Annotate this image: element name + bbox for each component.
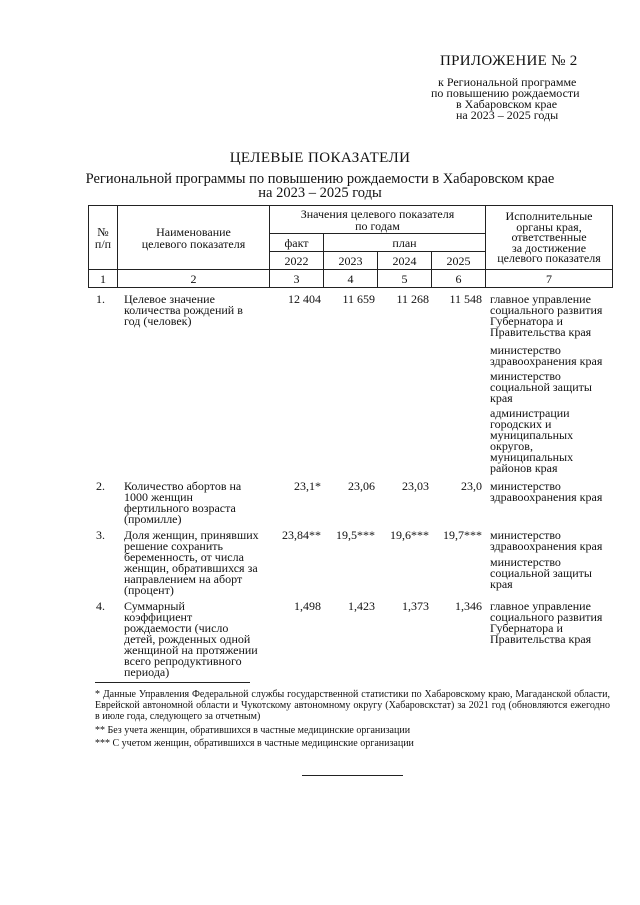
row-3-name-line: Доля женщин, принявших	[124, 528, 259, 542]
row-2-name-line: (промилле)	[124, 512, 182, 526]
executor-line: края	[490, 577, 513, 591]
row-3-name	[124, 530, 259, 596]
indicators-table-header	[88, 205, 613, 288]
row-4-executor-1	[490, 601, 602, 645]
executor-line: министерство	[490, 479, 561, 493]
colnum-3: 3	[270, 270, 324, 288]
row-3-executor-2	[490, 557, 592, 590]
row-2-value-2025: 23,0	[461, 479, 482, 493]
header-name-line-1: Наименование	[156, 224, 231, 239]
row-2-executor-1	[490, 481, 602, 503]
executor-line: министерство	[490, 343, 561, 357]
row-4-name-line: Суммарный	[124, 599, 185, 613]
row-1-name-line: год (человек)	[124, 314, 192, 328]
end-separator	[302, 775, 403, 776]
row-2-name	[124, 481, 241, 525]
header-plan: план	[324, 234, 486, 252]
header-num-line-1: №	[97, 224, 109, 239]
row-4-name-line: всего репродуктивного	[124, 654, 242, 668]
executor-line: округов,	[490, 439, 533, 453]
row-4-name-line: коэффициент	[124, 610, 193, 624]
row-1-executor-4	[490, 408, 573, 474]
row-3-name-line: (процент)	[124, 583, 174, 597]
executor-line: края	[490, 391, 513, 405]
appendix-line-2: по повышению рождаемости	[431, 86, 580, 100]
header-num-line-2: п/п	[94, 236, 112, 251]
row-1-executor-3	[490, 371, 592, 404]
document-title: ЦЕЛЕВЫЕ ПОКАЗАТЕЛИ	[229, 150, 411, 166]
appendix-title: ПРИЛОЖЕНИЕ № 2	[440, 53, 578, 69]
appendix-line-4: на 2023 – 2025 годы	[456, 108, 559, 122]
row-1-name-line: Целевое значение	[124, 292, 215, 306]
footnote-2: ** Без учета женщин, обратившихся в частные медицинские организации	[95, 725, 411, 736]
row-1-name	[124, 294, 243, 327]
executor-line: здравоохранения края	[490, 490, 603, 504]
row-4-name-line: детей, рожденных одной	[124, 632, 251, 646]
executor-line: главное управление	[490, 292, 591, 306]
executor-line: социального развития	[490, 303, 603, 317]
row-1-executor-1	[490, 294, 602, 338]
row-4-value-2024: 1,373	[402, 599, 429, 613]
row-2-number: 2.	[96, 479, 105, 493]
footnote-separator	[95, 682, 250, 683]
row-1-value-2024: 11 268	[396, 292, 429, 306]
executor-line: Губернатора и	[490, 621, 563, 635]
header-num	[89, 206, 118, 270]
executor-line: министерство	[490, 555, 561, 569]
row-1-number: 1.	[96, 292, 105, 306]
colnum-2: 2	[118, 270, 270, 288]
executor-line: Губернатора и	[490, 314, 563, 328]
document-subtitle-line-2: на 2023 – 2025 годы	[258, 185, 382, 201]
row-2-name-line: фертильного возраста	[124, 501, 236, 515]
footnote-3: *** С учетом женщин, обратившихся в частные медицинские организации	[95, 738, 414, 749]
row-3-value-2024: 19,6***	[390, 528, 429, 542]
appendix-line-3: в Хабаровском крае	[456, 97, 558, 111]
executor-line: министерство	[490, 369, 561, 383]
header-values	[270, 206, 486, 234]
header-values-line-1: Значения целевого показателя	[300, 206, 455, 221]
executor-line: городских и	[490, 417, 552, 431]
appendix-line-1: к Региональной программе	[438, 75, 577, 89]
colnum-7: 7	[486, 270, 613, 288]
header-year-2024: 2024	[378, 252, 432, 270]
column-numbers-row	[89, 270, 613, 288]
header-year-2023: 2023	[324, 252, 378, 270]
row-3-value-2025: 19,7***	[443, 528, 482, 542]
header-executors	[486, 206, 613, 270]
colnum-4: 4	[324, 270, 378, 288]
row-3-executor-1	[490, 530, 602, 552]
row-3-name-line: беременность, от числа	[124, 550, 244, 564]
header-exec-line-1: Исполнительные	[505, 209, 593, 224]
header-fact: факт	[270, 234, 324, 252]
header-name	[118, 206, 270, 270]
row-3-value-2022: 23,84**	[282, 528, 321, 542]
executor-line: социальной защиты	[490, 566, 592, 580]
row-4-name-line: женщиной на протяжении	[124, 643, 258, 657]
row-4-name	[124, 601, 258, 678]
executor-line: муниципальных	[490, 428, 574, 442]
header-values-line-2: по годам	[355, 218, 400, 233]
row-1-value-2025: 11 548	[449, 292, 482, 306]
row-1-value-2023: 11 659	[342, 292, 375, 306]
row-4-number: 4.	[96, 599, 105, 613]
executor-line: Правительства края	[490, 325, 592, 339]
row-1-name-line: количества рождений в	[124, 303, 243, 317]
header-exec-line-2: органы края,	[516, 219, 582, 234]
executor-line: администрации	[490, 406, 570, 420]
row-3-number: 3.	[96, 528, 105, 542]
header-name-line-2: целевого показателя	[141, 236, 246, 251]
row-4-value-2023: 1,423	[348, 599, 375, 613]
footnote-1: * Данные Управления Федеральной службы государственной статистики по Хабаровскому краю, Магаданской области, Еврейской автономной области и Чукотскому автономному округу (Хабаровскстат) за 2021 год (обновляются ежегодно в июле года, следующего за отчетным)	[95, 689, 610, 722]
executor-line: муниципальных	[490, 450, 574, 464]
row-2-value-2023: 23,06	[348, 479, 375, 493]
executor-line: Правительства края	[490, 632, 592, 646]
row-3-name-line: направлением на аборт	[124, 572, 243, 586]
row-4-value-2025: 1,346	[455, 599, 482, 613]
row-1-value-2022: 12 404	[288, 292, 321, 306]
header-exec-line-5: целевого показателя	[497, 251, 601, 266]
document-subtitle-line-1: Региональной программы по повышению рождаемости в Хабаровском крае	[85, 171, 555, 187]
executor-line: районов края	[490, 461, 558, 475]
row-1-executor-2	[490, 345, 602, 367]
row-3-name-line: женщин, обратившихся за	[124, 561, 258, 575]
header-year-2025: 2025	[432, 252, 486, 270]
row-2-name-line: 1000 женщин	[124, 490, 193, 504]
executor-line: главное управление	[490, 599, 591, 613]
executor-line: социального развития	[490, 610, 603, 624]
executor-line: здравоохранения края	[490, 354, 603, 368]
colnum-6: 6	[432, 270, 486, 288]
executor-line: социальной защиты	[490, 380, 592, 394]
row-4-name-line: рождаемости (число	[124, 621, 229, 635]
executor-line: здравоохранения края	[490, 539, 603, 553]
row-2-value-2022: 23,1*	[294, 479, 321, 493]
row-2-name-line: Количество абортов на	[124, 479, 242, 493]
row-2-value-2024: 23,03	[402, 479, 429, 493]
header-exec-line-3: ответственные	[511, 230, 587, 245]
colnum-5: 5	[378, 270, 432, 288]
executor-line: министерство	[490, 528, 561, 542]
row-3-name-line: решение сохранить	[124, 539, 223, 553]
row-4-value-2022: 1,498	[294, 599, 321, 613]
header-exec-line-4: за достижение	[511, 240, 587, 255]
row-3-value-2023: 19,5***	[336, 528, 375, 542]
row-4-name-line: периода)	[124, 665, 170, 679]
header-year-2022: 2022	[270, 252, 324, 270]
colnum-1: 1	[89, 270, 118, 288]
